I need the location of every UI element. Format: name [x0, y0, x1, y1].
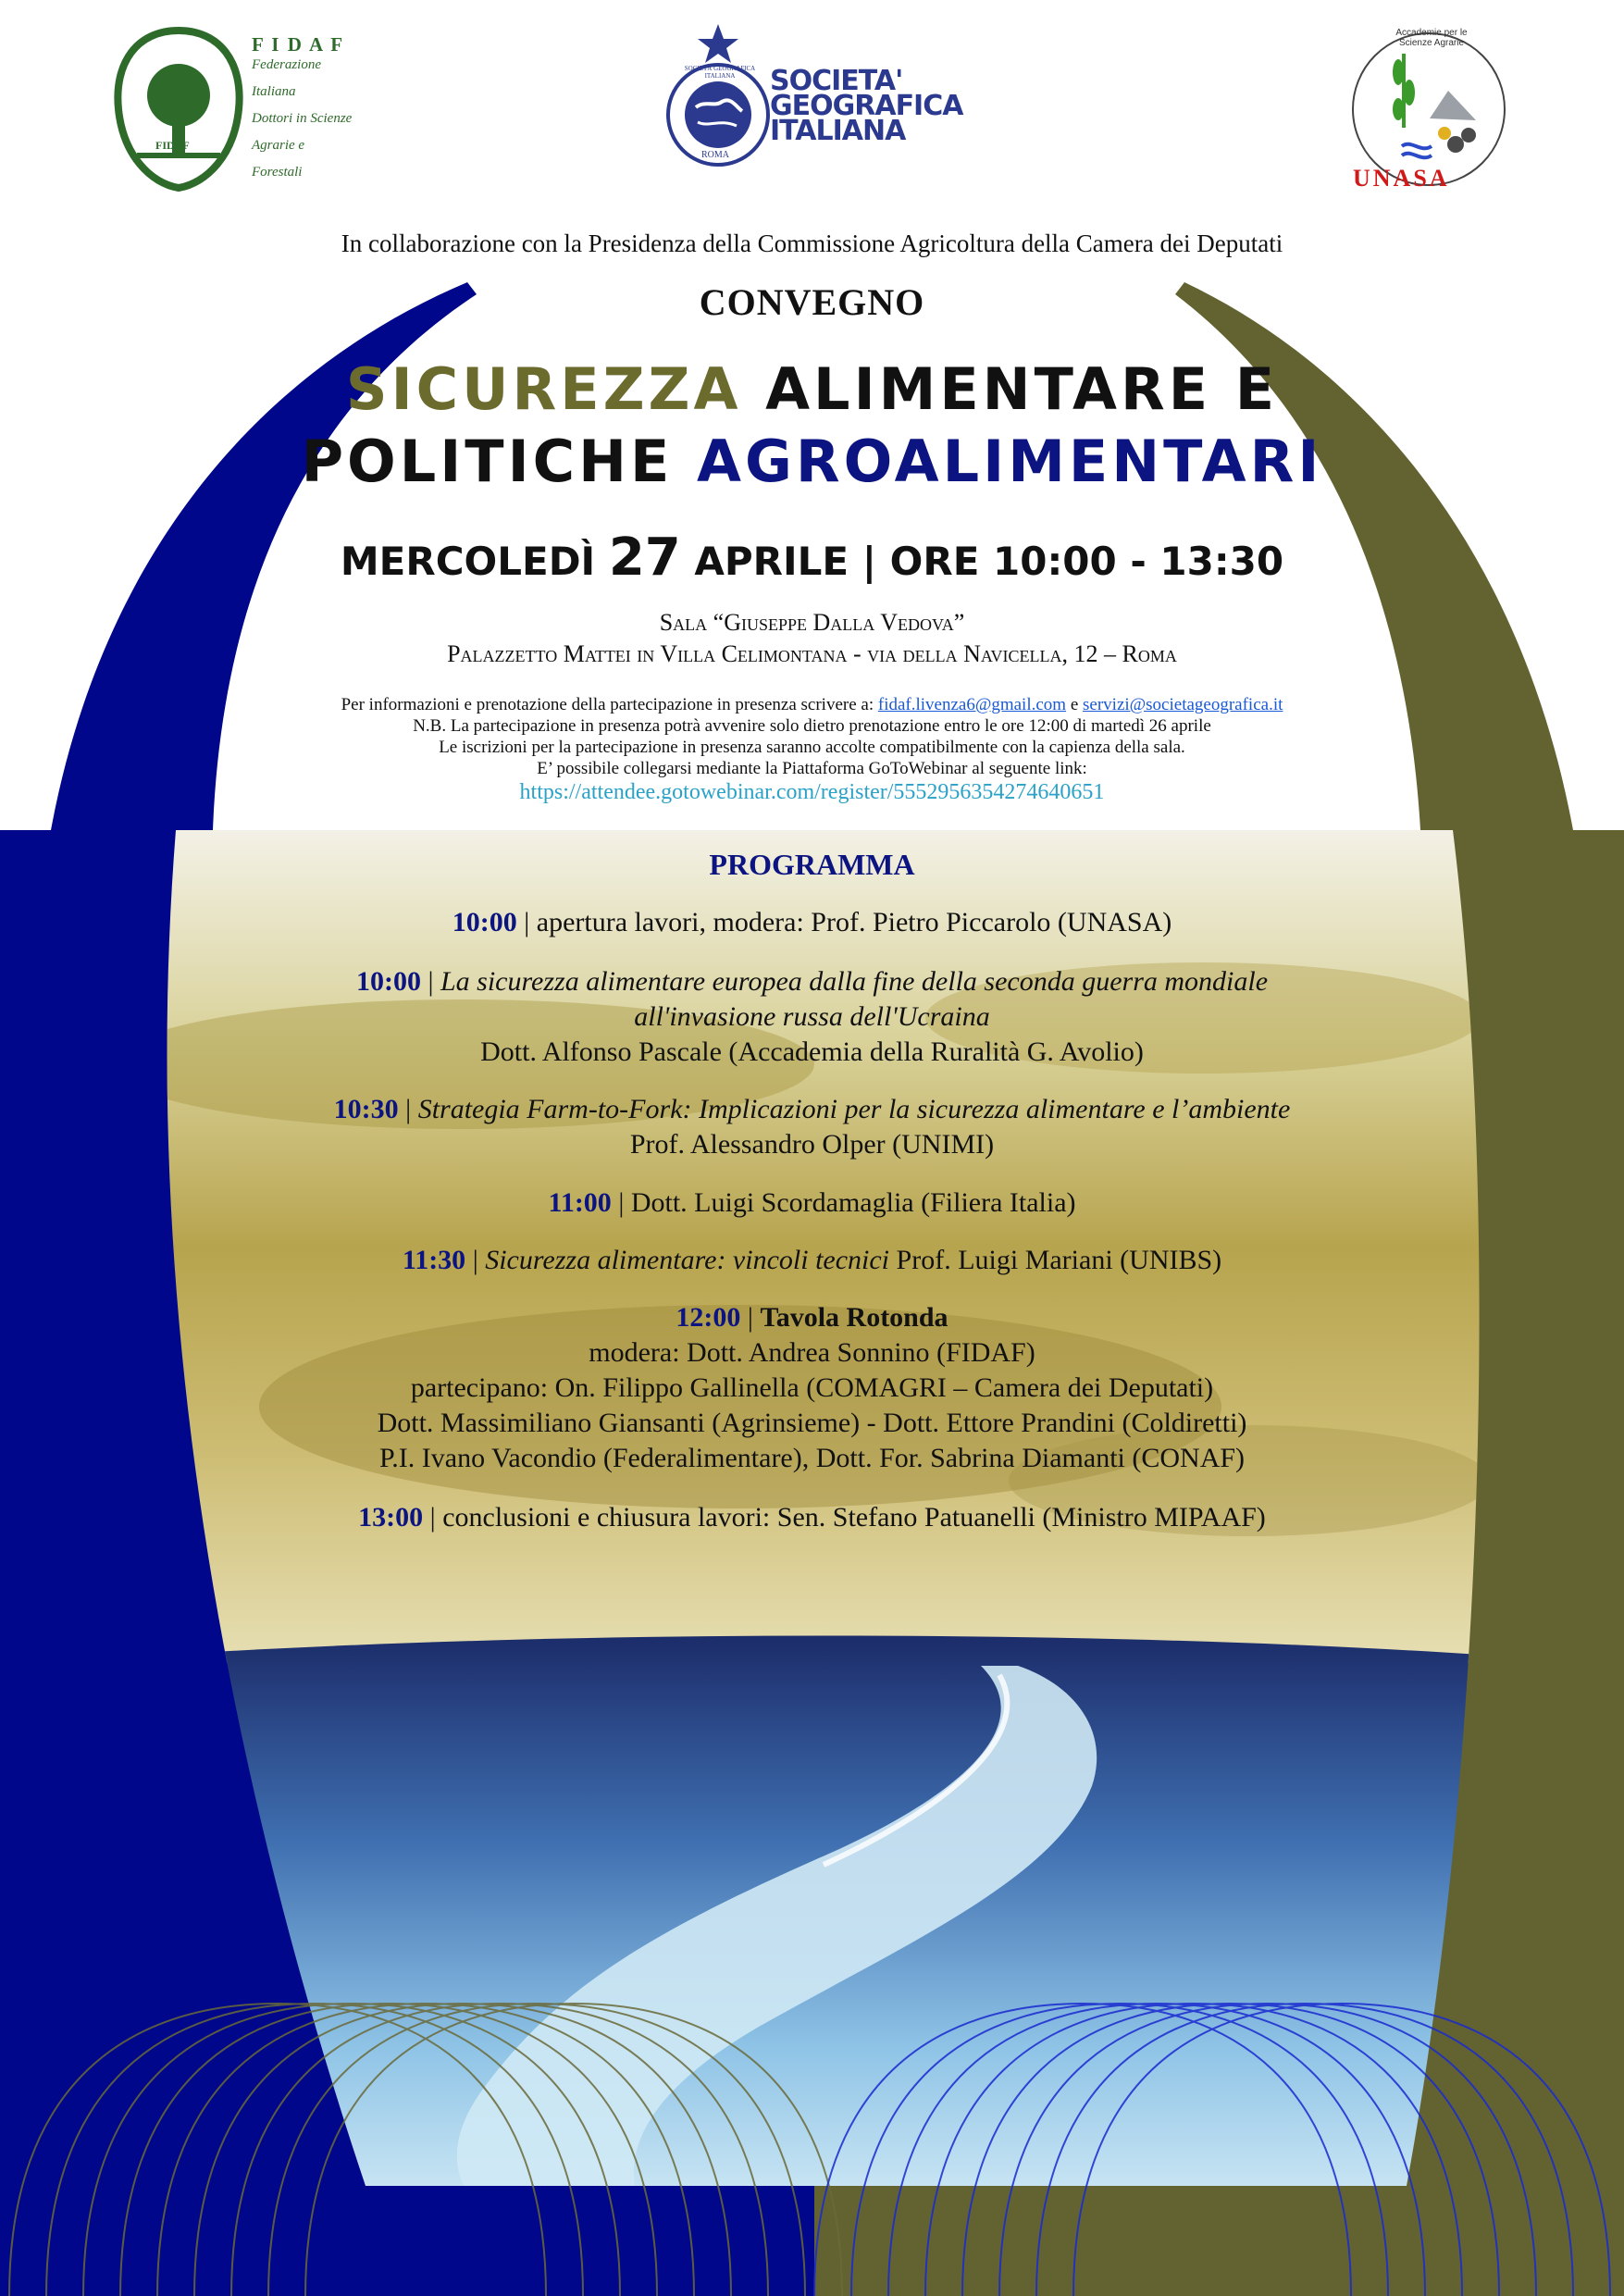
info-nb: N.B. La partecipazione in presenza potrà avvenire solo dietro prenotazione entro le ore 12:00 di martedì 26 aprile — [413, 716, 1211, 736]
programma-item: 13:00 | conclusioni e chiusura lavori: Sen. Stefano Patuanelli (Ministro MIPAAF) — [358, 1502, 1266, 1533]
sgi-logo-seal — [664, 22, 772, 167]
item-time: 11:30 — [402, 1245, 466, 1275]
programma-item: 11:00 | Dott. Luigi Scordamaglia (Filiera Italia) — [548, 1187, 1076, 1218]
programma-item: 10:00 | apertura lavori, modera: Prof. Pietro Piccarolo (UNASA) — [452, 907, 1172, 937]
programma-item: 10:00 | La sicurezza alimentare europea dalla fine della seconda guerra mondiale all'invasione russa dell'Ucraina Dott. Alfonso Pascale (Accademia della Ruralità G. Avolio) — [355, 966, 1269, 1067]
webinar-link[interactable]: https://attendee.gotowebinar.com/register/5552956354274640651 — [519, 780, 1105, 804]
date-weekday: MERCOLEDÌ — [340, 539, 596, 584]
programma-heading: PROGRAMMA — [709, 848, 915, 881]
item-time: 10:00 — [452, 907, 517, 937]
venue — [0, 607, 1624, 670]
title-word-alimentare: ALIMENTARE E — [765, 355, 1279, 423]
item-time: 10:30 — [333, 1094, 399, 1124]
unasa-name: UNASA — [1353, 165, 1450, 192]
unasa-ring-text: Accademie per le Scienze Agrarie — [1395, 28, 1468, 48]
item-time: 13:00 — [358, 1502, 424, 1533]
fidaf-seal-text: FIDAF — [155, 139, 190, 152]
event-type: CONVEGNO — [699, 281, 925, 323]
item-time: 10:00 — [355, 966, 421, 997]
info-webinar: E’ possibile collegarsi mediante la Piattaforma GoToWebinar al seguente link: — [537, 759, 1087, 778]
fidaf-subtitle: Federazione Italiana Dottori in Scienze Agrarie e Forestali — [252, 57, 353, 180]
title-line-2 — [0, 426, 1624, 498]
title-word-politiche: POLITICHE — [301, 428, 674, 495]
page-title — [0, 354, 1624, 498]
event-date — [0, 527, 1624, 588]
programma-item: 10:30 | Strategia Farm-to-Fork: Implicazioni per la sicurezza alimentare e l’ambiente Prof. Alessandro Olper (UNIMI) — [333, 1094, 1291, 1160]
item-time: 12:00 — [676, 1302, 741, 1333]
sgi-name: SOCIETA' GEOGRAFICA ITALIANA — [770, 65, 963, 147]
programma-item: 11:30 | Sicurezza alimentare: vincoli tecnici Prof. Luigi Mariani (UNIBS) — [402, 1245, 1222, 1275]
info-iscrizioni: Le iscrizioni per la partecipazione in presenza saranno accolte compatibilmente con la capienza della sala. — [439, 738, 1185, 757]
sgi-seal-ring: SOCIETÀ GEOGRAFICA ITALIANA — [684, 65, 756, 80]
collaboration-line: In collaborazione con la Presidenza della Commissione Agricoltura della Camera dei Deputati — [341, 230, 1283, 257]
email-link-sgi[interactable]: servizi@societageografica.it — [1083, 695, 1283, 714]
title-line-1 — [0, 354, 1624, 426]
venue-address: Palazzetto Mattei in Villa Celimontana - via della Navicella, 12 – Roma — [447, 640, 1177, 667]
fidaf-logo-seal — [109, 26, 248, 192]
email-link-fidaf[interactable]: fidaf.livenza6@gmail.com — [877, 695, 1067, 714]
venue-hall: Sala “Giuseppe Dalla Vedova” — [659, 609, 965, 636]
title-word-sicurezza: SICUREZZA — [345, 355, 742, 423]
title-word-agroalimentari: AGROALIMENTARI — [696, 428, 1323, 495]
date-month-time: APRILE | ORE 10:00 - 13:30 — [694, 539, 1284, 584]
info-contact-line: Per informazioni e prenotazione della partecipazione in presenza scrivere a: fidaf.livenza6@gmail.com e servizi@societageografica.it — [341, 695, 1283, 714]
programma-item: 12:00 | Tavola Rotonda modera: Dott. Andrea Sonnino (FIDAF) partecipano: On. Filippo Gallinella (COMAGRI – Camera dei Deputati) Dott. Massimiliano Giansanti (Agrinsieme) - Dott. Ettore Prandini (Coldiretti) P.I. Ivano Vacondio (Federalimentare), Dott. For. Sabrina Diamanti (CONAF) — [377, 1302, 1247, 1473]
info-block — [0, 694, 1624, 803]
item-time: 11:00 — [548, 1187, 612, 1218]
fidaf-name: F I D A F — [252, 33, 345, 56]
date-day-number: 27 — [608, 527, 681, 588]
sgi-seal-bottom: ROMA — [701, 150, 730, 160]
